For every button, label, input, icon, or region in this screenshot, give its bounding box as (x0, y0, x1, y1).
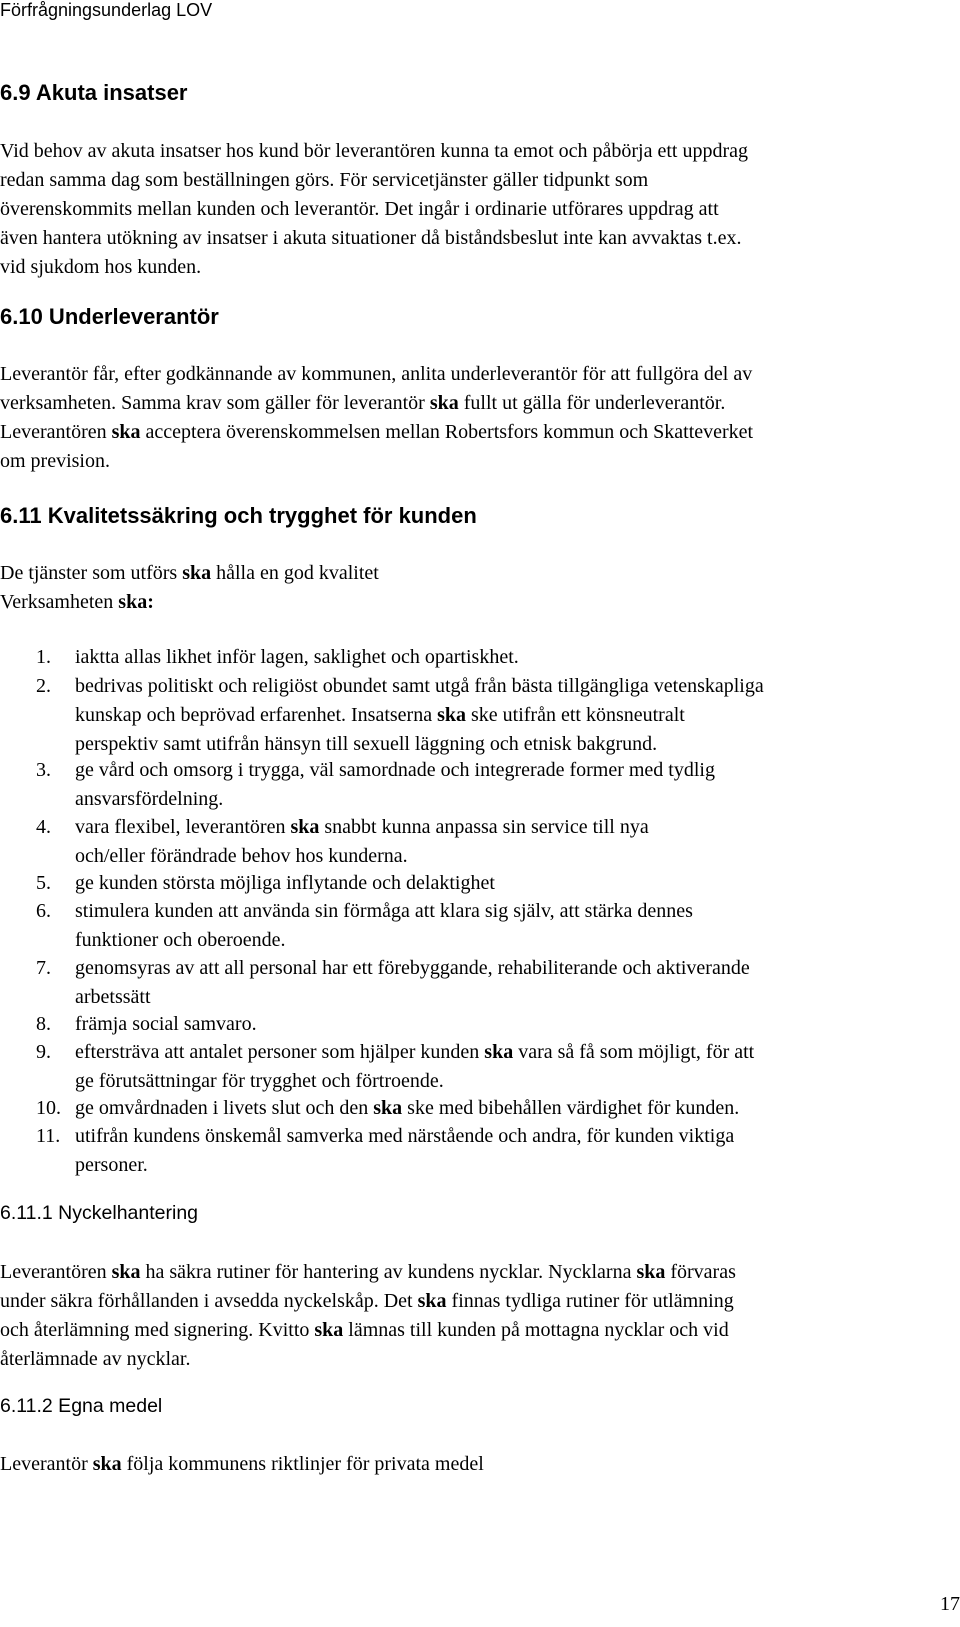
emphasis: ska (314, 1319, 344, 1341)
emphasis: ska (484, 1041, 514, 1063)
text-run: Leverantören (0, 1261, 112, 1283)
list-number: 3. (36, 759, 51, 781)
section-6-11-intro (0, 559, 379, 617)
list-line (75, 701, 764, 730)
emphasis: ska (182, 562, 212, 584)
emphasis: ska (417, 1290, 447, 1312)
page-number: 17 (940, 1593, 960, 1615)
text-run: förvaras (665, 1261, 736, 1283)
list-number: 1. (36, 646, 51, 668)
text-run: och återlämning med signering. Kvitto (0, 1319, 315, 1341)
body-line: återlämnade av nycklar. (0, 1348, 191, 1370)
list-text (75, 954, 750, 1012)
list-number: 4. (36, 816, 51, 838)
text-run: kunskap och beprövad erfarenhet. Insatserna (75, 704, 438, 726)
emphasis: ska (437, 704, 466, 726)
list-line: och/eller förändrade behov hos kunderna. (75, 845, 408, 867)
list-number: 11. (36, 1125, 61, 1147)
list-line: stimulera kunden att använda sin förmåga att klara sig själv, att stärka dennes (75, 900, 693, 922)
body-line: Vid behov av akuta insatser hos kund bör leverantören kunna ta emot och påbörja ett uppdrag (0, 140, 749, 162)
list-number: 10. (36, 1097, 61, 1119)
section-heading-6-11: 6.11 Kvalitetssäkring och trygghet för kunden (0, 503, 477, 528)
body-line: redan samma dag som beställningen görs. För servicetjänster gäller tidpunkt som (0, 169, 649, 191)
emphasis: ska (111, 1261, 141, 1283)
list-number: 9. (36, 1041, 51, 1063)
text-run: vara så få som möjligt, för att (513, 1041, 755, 1063)
text-run: eftersträva att antalet personer som hjälper kunden (75, 1041, 485, 1063)
list-line: ansvarsfördelning. (75, 788, 224, 810)
page-header: Förfrågningsunderlag LOV (0, 0, 213, 20)
text-run: De tjänster som utförs (0, 562, 183, 584)
list-line: personer. (75, 1154, 148, 1176)
list-text (75, 1038, 754, 1096)
list-line: arbetssätt (75, 986, 151, 1008)
list-line: ge vård och omsorg i trygga, väl samordnade och integrerade former med tydlig (75, 759, 715, 781)
list-line: ge förutsättningar för trygghet och förtroende. (75, 1070, 444, 1092)
body-line (0, 1258, 736, 1287)
body-line: Leverantör får, efter godkännande av kommunen, anlita underleverantör för att fullgöra del av (0, 363, 753, 385)
section-6-9-body (0, 137, 748, 282)
emphasis: ska (373, 1097, 403, 1119)
list-text (75, 672, 764, 759)
text-run: under säkra förhållanden i avsedda nyckelskåp. Det (0, 1290, 418, 1312)
body-line (0, 588, 379, 617)
list-number: 6. (36, 900, 51, 922)
section-6-11-1-body (0, 1258, 736, 1374)
list-line (75, 1038, 754, 1067)
section-6-11-2-body (0, 1450, 484, 1479)
list-line (75, 813, 649, 842)
list-number: 8. (36, 1013, 51, 1035)
emphasis: ska (290, 816, 320, 838)
text-run: verksamheten. Samma krav som gäller för leverantör (0, 392, 430, 414)
list-text: iaktta allas likhet inför lagen, saklighet och opartiskhet. (75, 646, 519, 668)
emphasis: ska (636, 1261, 666, 1283)
section-heading-6-10: 6.10 Underleverantör (0, 304, 219, 329)
list-line: funktioner och oberoende. (75, 929, 286, 951)
text-run: Verksamheten (0, 591, 119, 613)
text-run: finnas tydliga rutiner för utlämning (446, 1290, 734, 1312)
body-line (0, 1450, 484, 1479)
section-heading-6-11-2: 6.11.2 Egna medel (0, 1395, 163, 1417)
text-run: ske utifrån ett könsneutralt (465, 704, 685, 726)
body-line (0, 389, 753, 418)
list-number: 2. (36, 675, 51, 697)
text-run: lämnas till kunden på mottagna nycklar och vid (343, 1319, 729, 1341)
body-line (0, 1316, 736, 1345)
list-line: bedrivas politiskt och religiöst obundet samt utgå från bästa tillgängliga vetenskapliga (75, 675, 764, 697)
list-text (75, 1094, 739, 1123)
text-run: Leverantör (0, 1453, 93, 1475)
text-run: fullt ut gälla för underleverantör. (458, 392, 726, 414)
list-text (75, 756, 715, 814)
section-6-10-body (0, 360, 753, 476)
list-text: ge kunden största möjliga inflytande och delaktighet (75, 872, 495, 894)
body-line: vid sjukdom hos kunden. (0, 256, 202, 278)
section-heading-6-9: 6.9 Akuta insatser (0, 80, 188, 105)
text-run: ge omvårdnaden i livets slut och den (75, 1097, 374, 1119)
body-line: om prevision. (0, 450, 110, 472)
list-line: genomsyras av att all personal har ett förebyggande, rehabiliterande och aktiverande (75, 957, 750, 979)
text-run: ha säkra rutiner för hantering av kundens nycklar. Nycklarna (140, 1261, 637, 1283)
list-line: perspektiv samt utifrån hänsyn till sexuell läggning och etnisk bakgrund. (75, 733, 658, 755)
text-run: följa kommunens riktlinjer för privata medel (121, 1453, 484, 1475)
list-text: främja social samvaro. (75, 1013, 257, 1035)
text-run: Leverantören (0, 421, 112, 443)
body-line (0, 1287, 736, 1316)
emphasis: ska (111, 421, 141, 443)
emphasis: ska (429, 392, 459, 414)
emphasis: ska (92, 1453, 122, 1475)
body-line (0, 559, 379, 588)
emphasis: ska: (118, 591, 154, 613)
list-text (75, 1122, 734, 1180)
list-text (75, 813, 649, 871)
text-run: hålla en god kvalitet (211, 562, 379, 584)
list-text (75, 897, 693, 955)
body-line: överenskommits mellan kunden och leverantör. Det ingår i ordinarie utförares uppdrag att (0, 198, 719, 220)
text-run: snabbt kunna anpassa sin service till nya (319, 816, 649, 838)
text-run: acceptera överenskommelsen mellan Robertsfors kommun och Skatteverket (140, 421, 754, 443)
section-heading-6-11-1: 6.11.1 Nyckelhantering (0, 1202, 199, 1224)
list-number: 7. (36, 957, 51, 979)
list-line: utifrån kundens önskemål samverka med närstående och andra, för kunden viktiga (75, 1125, 735, 1147)
body-line (0, 418, 753, 447)
text-run: vara flexibel, leverantören (75, 816, 291, 838)
list-number: 5. (36, 872, 51, 894)
body-line: även hantera utökning av insatser i akuta situationer då biståndsbeslut inte kan avvaktas t.ex. (0, 227, 742, 249)
text-run: ske med bibehållen värdighet för kunden. (402, 1097, 740, 1119)
